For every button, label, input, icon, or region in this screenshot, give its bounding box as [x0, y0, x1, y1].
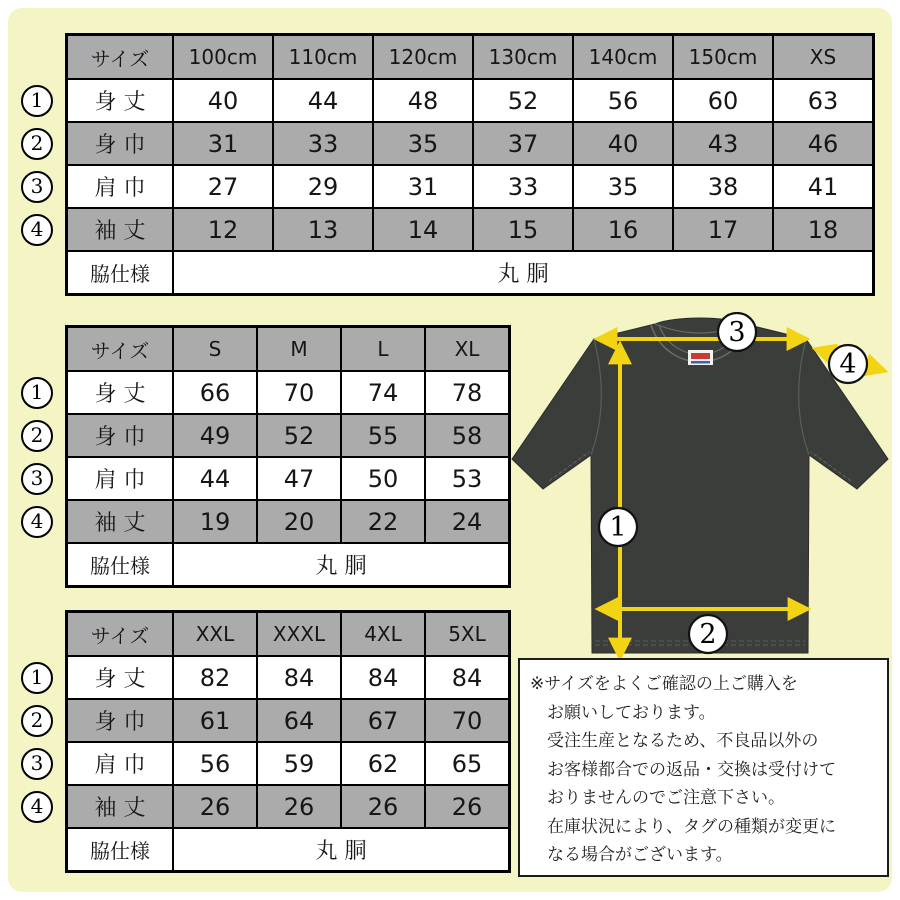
size-table-big	[30, 610, 511, 873]
measurement-cell: 37	[473, 122, 573, 165]
measure-row	[67, 742, 510, 785]
row-number-marker: 1	[21, 377, 53, 409]
size-header-label: サイズ	[67, 327, 174, 372]
column-header: 100cm	[173, 35, 273, 80]
measurement-cell: 18	[773, 208, 874, 251]
column-header: XXXL	[257, 612, 341, 657]
measurement-cell: 20	[257, 500, 341, 543]
row-number-marker: 3	[21, 171, 53, 203]
size-table-adult	[30, 325, 511, 588]
footer-value: 丸 胴	[173, 251, 874, 295]
footer-value: 丸 胴	[173, 543, 510, 587]
measurement-cell: 15	[473, 208, 573, 251]
measurement-cell: 52	[473, 79, 573, 122]
measurement-cell: 52	[257, 414, 341, 457]
column-header: M	[257, 327, 341, 372]
notice-line: なる場合がございます。	[547, 845, 733, 865]
footer-value: 丸 胴	[173, 828, 510, 872]
measurement-cell: 24	[425, 500, 510, 543]
row-label: 身 巾	[67, 414, 174, 457]
measurement-cell: 59	[257, 742, 341, 785]
row-number-marker: 4	[21, 214, 53, 246]
size-table-adult-grid	[65, 325, 511, 588]
column-header: XXL	[173, 612, 257, 657]
measure-row	[67, 414, 510, 457]
column-header: S	[173, 327, 257, 372]
measurement-cell: 84	[257, 656, 341, 699]
measurement-cell: 17	[673, 208, 773, 251]
row-label: 身 丈	[67, 79, 174, 122]
measure-row	[67, 122, 874, 165]
measurement-cell: 46	[773, 122, 874, 165]
measurement-cell: 19	[173, 500, 257, 543]
footer-row	[67, 543, 510, 587]
row-number-marker: 4	[21, 791, 53, 823]
measurement-cell: 49	[173, 414, 257, 457]
measurement-cell: 16	[573, 208, 673, 251]
notice-line: お客様都合での返品・交換は受付けて	[547, 759, 836, 780]
row-label: 身 巾	[67, 122, 174, 165]
marker-number-4: 4	[839, 349, 857, 380]
measure-row	[67, 457, 510, 500]
row-number-marker: 4	[21, 506, 53, 538]
footer-label: 脇仕様	[67, 251, 174, 295]
column-header: L	[341, 327, 425, 372]
neck-tag-icon	[688, 350, 713, 365]
measure-row	[67, 208, 874, 251]
marker-number-2: 2	[699, 619, 717, 650]
column-header: 4XL	[341, 612, 425, 657]
measurement-cell: 84	[341, 656, 425, 699]
measure-row	[67, 656, 510, 699]
measurement-cell: 14	[373, 208, 473, 251]
column-header: 110cm	[273, 35, 373, 80]
size-header-label: サイズ	[67, 35, 174, 80]
measurement-cell: 62	[341, 742, 425, 785]
row-label: 身 巾	[67, 699, 174, 742]
measurement-cell: 55	[341, 414, 425, 457]
measurement-cell: 56	[573, 79, 673, 122]
size-table-kids	[30, 33, 875, 296]
measurement-cell: 43	[673, 122, 773, 165]
measurement-cell: 29	[273, 165, 373, 208]
column-header: 120cm	[373, 35, 473, 80]
row-label: 袖 丈	[67, 500, 174, 543]
row-number-marker: 2	[21, 420, 53, 452]
column-header: XS	[773, 35, 874, 80]
measurement-cell: 47	[257, 457, 341, 500]
footer-row	[67, 251, 874, 295]
purchase-notice-box	[518, 658, 889, 877]
notice-line: おりませんのでご注意下さい。	[547, 788, 785, 808]
column-header: 5XL	[425, 612, 510, 657]
measurement-cell: 56	[173, 742, 257, 785]
measurement-cell: 48	[373, 79, 473, 122]
measurement-cell: 26	[425, 785, 510, 828]
row-label: 肩 巾	[67, 742, 174, 785]
measure-row	[67, 785, 510, 828]
size-table-big-grid	[65, 610, 511, 873]
measurement-cell: 35	[373, 122, 473, 165]
marker-number-1: 1	[609, 512, 627, 543]
measurement-cell: 33	[273, 122, 373, 165]
measurement-cell: 26	[341, 785, 425, 828]
measurement-cell: 63	[773, 79, 874, 122]
measurement-cell: 66	[173, 371, 257, 414]
measure-row	[67, 699, 510, 742]
measurement-cell: 74	[341, 371, 425, 414]
row-number-marker: 2	[21, 705, 53, 737]
measurement-cell: 26	[257, 785, 341, 828]
measure-row	[67, 500, 510, 543]
measurement-cell: 61	[173, 699, 257, 742]
measurement-cell: 27	[173, 165, 273, 208]
measurement-cell: 12	[173, 208, 273, 251]
measurement-cell: 22	[341, 500, 425, 543]
measurement-cell: 40	[173, 79, 273, 122]
measurement-cell: 58	[425, 414, 510, 457]
row-number-marker: 1	[21, 85, 53, 117]
measurement-cell: 38	[673, 165, 773, 208]
row-label: 袖 丈	[67, 785, 174, 828]
measurement-cell: 82	[173, 656, 257, 699]
measurement-cell: 60	[673, 79, 773, 122]
measurement-cell: 26	[173, 785, 257, 828]
footer-row	[67, 828, 510, 872]
measurement-cell: 50	[341, 457, 425, 500]
measurement-cell: 31	[373, 165, 473, 208]
measurement-cell: 44	[173, 457, 257, 500]
notice-line: 受注生産となるため、不良品以外の	[547, 731, 819, 751]
size-table-kids-grid	[65, 33, 875, 296]
measure-row	[67, 79, 874, 122]
column-header: 150cm	[673, 35, 773, 80]
measurement-cell: 31	[173, 122, 273, 165]
measurement-cell: 67	[341, 699, 425, 742]
column-header: XL	[425, 327, 510, 372]
column-header: 140cm	[573, 35, 673, 80]
footer-label: 脇仕様	[67, 828, 174, 872]
notice-line: ※サイズをよくご確認の上ご購入を	[530, 674, 798, 694]
row-label: 袖 丈	[67, 208, 174, 251]
row-number-marker: 1	[21, 662, 53, 694]
footer-label: 脇仕様	[67, 543, 174, 587]
measurement-cell: 44	[273, 79, 373, 122]
marker-number-3: 3	[728, 317, 746, 348]
row-number-marker: 3	[21, 748, 53, 780]
measurement-cell: 70	[425, 699, 510, 742]
measurement-cell: 33	[473, 165, 573, 208]
notice-line: お願いしております。	[547, 702, 716, 723]
row-number-marker: 3	[21, 463, 53, 495]
measurement-cell: 84	[425, 656, 510, 699]
measurement-cell: 40	[573, 122, 673, 165]
column-header: 130cm	[473, 35, 573, 80]
measure-row	[67, 371, 510, 414]
notice-line: 在庫状況により、タグの種類が変更に	[547, 816, 836, 837]
measurement-cell: 78	[425, 371, 510, 414]
measurement-cell: 64	[257, 699, 341, 742]
measurement-cell: 13	[273, 208, 373, 251]
measurement-cell: 53	[425, 457, 510, 500]
size-header-label: サイズ	[67, 612, 174, 657]
measurement-cell: 70	[257, 371, 341, 414]
row-label: 身 丈	[67, 656, 174, 699]
tshirt-measure-diagram	[505, 312, 895, 664]
row-label: 身 丈	[67, 371, 174, 414]
measurement-cell: 65	[425, 742, 510, 785]
measurement-cell: 41	[773, 165, 874, 208]
measurement-cell: 35	[573, 165, 673, 208]
measure-row	[67, 165, 874, 208]
row-label: 肩 巾	[67, 457, 174, 500]
row-number-marker: 2	[21, 128, 53, 160]
row-label: 肩 巾	[67, 165, 174, 208]
